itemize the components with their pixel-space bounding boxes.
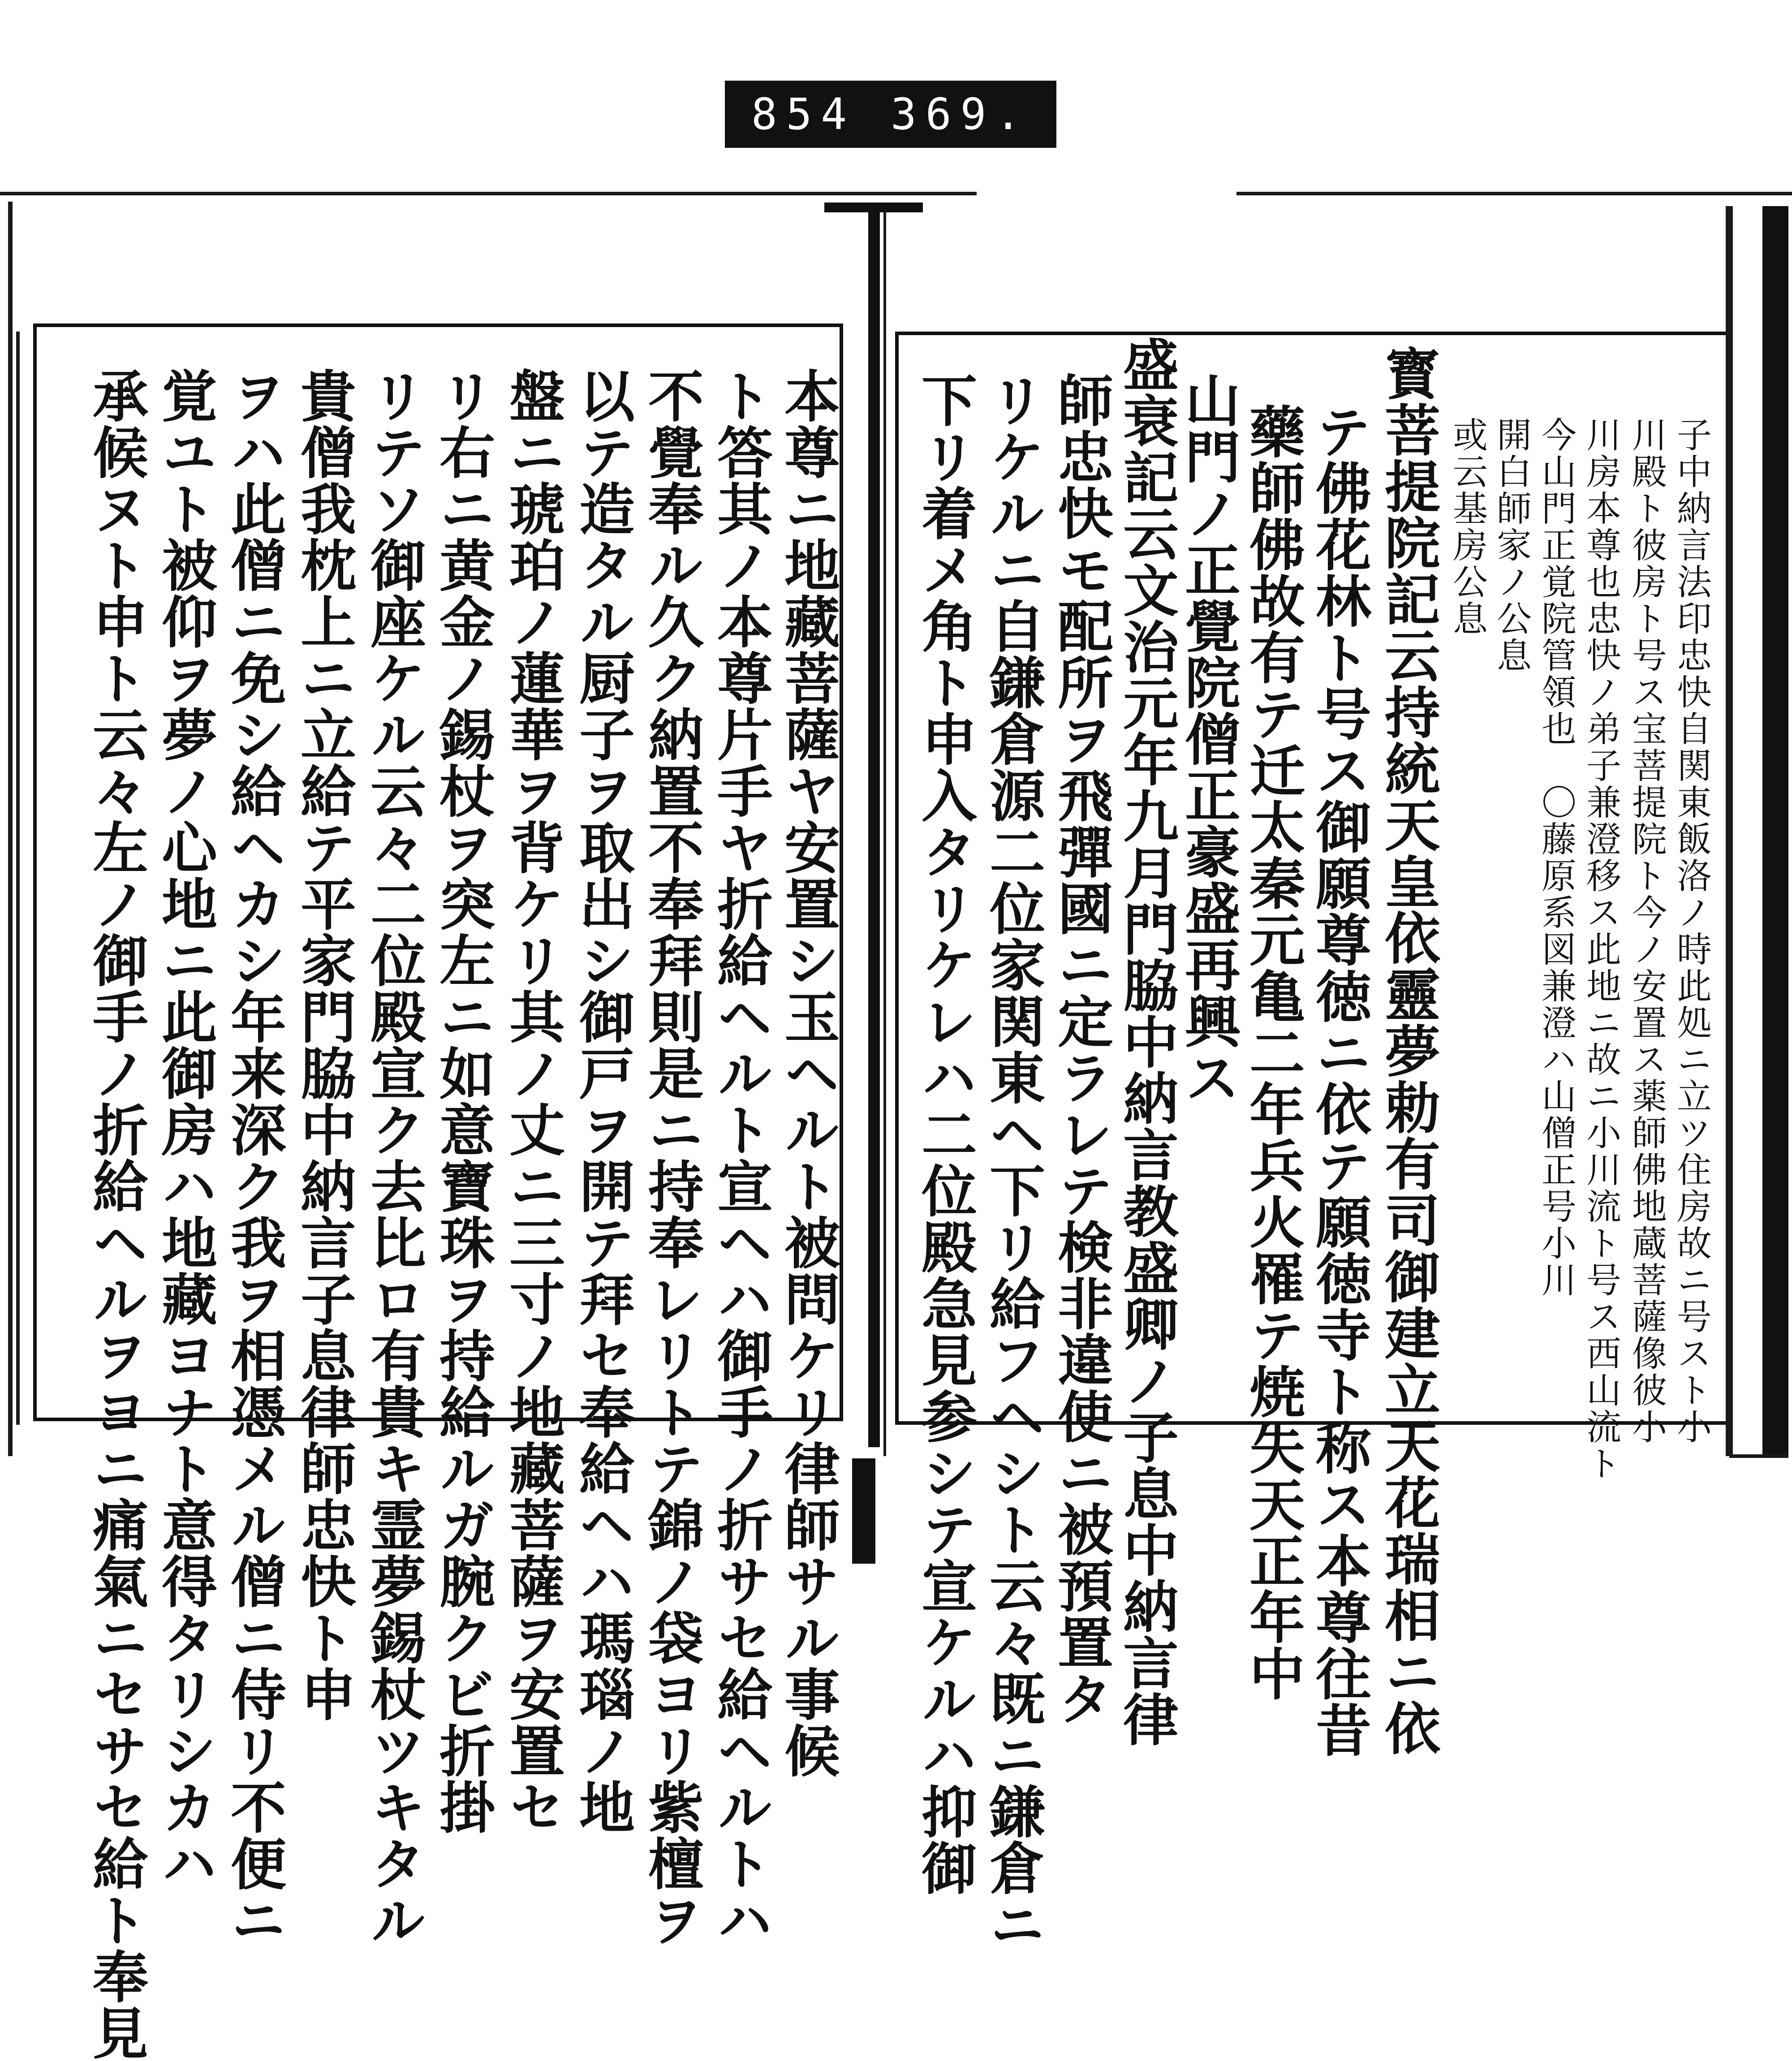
- left-page-outer-edge: [16, 332, 20, 1425]
- text-column: 盤ニ琥珀ノ蓮華ヲ背ケリ其ノ丈ニ三寸ノ地藏菩薩ヲ安置セ: [500, 367, 565, 1835]
- right-page-edge-band: [1762, 206, 1788, 1456]
- annotation-column: 子中納言法印忠快自関東飯洛ノ時此処ニ立ツ住房故ニ号スト小: [1671, 417, 1711, 1445]
- text-column: ヲハ此僧ニ免シ給ヘカシ年来深ク我ヲ相憑メル僧ニ侍リ不便ニ: [221, 367, 286, 1948]
- text-column: 本尊ニ地藏菩薩ヤ安置シ玉ヘルト被問ケリ律師サル事候: [775, 367, 840, 1779]
- catalog-number-text: 854 369.: [751, 89, 1030, 139]
- text-column: 以テ造タル厨子ヲ取出シ御戸ヲ開テ拜セ奉給ヘハ瑪瑙ノ地: [570, 367, 635, 1835]
- text-column: 盛衰記云文治元年九月門脇中納言教盛卿ノ子息中納言律: [1114, 336, 1179, 1747]
- spine-cap-top: [824, 203, 923, 212]
- text-column: 師忠快モ配所ヲ飛彈國ニ定ラレテ検非違使ニ被預置タ: [1048, 372, 1113, 1727]
- text-column: 寳菩提院記云持統天皇依靈夢勅有司御建立天花瑞相ニ依: [1375, 345, 1440, 1756]
- annotation-column: 川房本尊也忠快ノ弟子兼澄移ス此地ニ故ニ小川流ト号ス西山流ト: [1581, 417, 1621, 1482]
- text-column: リ右ニ黄金ノ錫杖ヲ突左ニ如意寶珠ヲ持給ルガ腕クビ折掛: [430, 367, 495, 1835]
- outer-left-edge: [8, 202, 13, 1456]
- page-divider-line: [883, 211, 886, 1456]
- text-column: 覚ユト被仰ヲ夢ノ心地ニ此御房ハ地藏ヨナト意得タリシカハ: [152, 367, 217, 1892]
- text-column: 不覺奉ル久ク納置不奉拜則是ニ持奉レリトテ錦ノ袋ヨリ紫檀ヲ: [639, 367, 704, 1948]
- text-column: 藥師佛故有テ迁太秦元亀二年兵火罹テ焼失天正年中: [1240, 403, 1305, 1702]
- annotation-column: 開白師家ノ公息: [1491, 417, 1531, 674]
- book-spine: [868, 211, 880, 1447]
- right-page-bottom-rule: [1729, 1454, 1788, 1458]
- spine-foot: [852, 1458, 875, 1564]
- catalog-number-label: [725, 81, 1056, 148]
- top-rule-right: [1236, 192, 1792, 195]
- text-column: 承候ヌト申ト云々左ノ御手ノ折給ヘルヲヨニ痛氣ニセサセ給ト奉見: [83, 367, 148, 2061]
- text-column: 下リ着メ角ト申入タリケレハ二位殿急見参シテ宣ケルハ抑御: [912, 372, 977, 1896]
- top-rule-left: [0, 192, 977, 195]
- right-page-outer-edge: [1726, 206, 1733, 1456]
- text-column: ト答其ノ本尊片手ヤ折給ヘルト宣ヘハ御手ノ折サセ給ヘルトハ: [708, 367, 773, 1948]
- text-column: リテソ御座ケル云々二位殿宣ク去比ロ有貴キ霊夢錫杖ツキタル: [361, 367, 426, 1948]
- text-column: 山門ノ正覺院僧正豪盛再興ス: [1176, 372, 1241, 1106]
- annotation-column: 今山門正覚院管領也 〇藤原系図兼澄ハ山僧正号小川: [1536, 417, 1576, 1298]
- text-column: テ佛花林ト号ス御願尊徳ニ依テ願徳寺ト称ス本尊往昔: [1306, 403, 1371, 1758]
- text-column: リケルニ自鎌倉源二位家関東ヘ下リ給フヘシト云々既ニ鎌倉ニ: [980, 372, 1045, 1953]
- annotation-column: 或云基房公息: [1447, 417, 1487, 637]
- annotation-column: 川殿ト彼房ト号ス宝菩提院ト今ノ安置ス薬師佛地蔵菩薩像彼小: [1626, 417, 1667, 1445]
- text-column: 貴僧我枕上ニ立給テ平家門脇中納言子息律師忠快ト申: [291, 367, 356, 1722]
